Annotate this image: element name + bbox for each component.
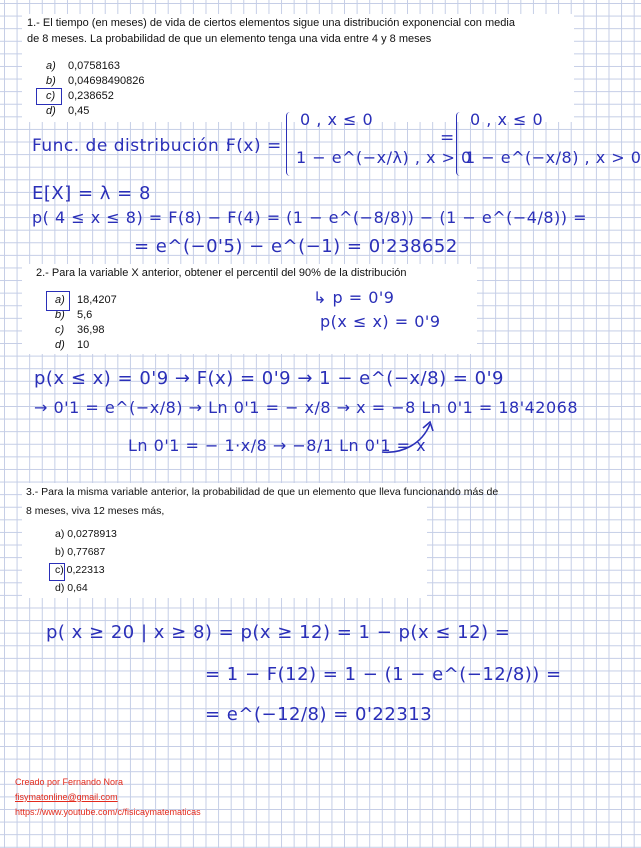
- probability-line-1: p( 4 ≤ x ≤ 8) = F(8) − F(4) = (1 − e^(−8/8)) − (1 − e^(−4/8)) =: [32, 208, 588, 227]
- option-letter: d): [46, 105, 56, 117]
- q3-option-a: [55, 527, 117, 542]
- question-1-line-1: 1.- El tiempo (en meses) de vida de ciertos elementos sigue una distribución exponencial con media: [27, 17, 515, 29]
- question-1-line-2: de 8 meses. La probabilidad de que un elemento tenga una vida entre 4 y 8 meses: [27, 33, 432, 45]
- question-2-line: 2.- Para la variable X anterior, obtener el percentil del 90% de la distribución: [36, 267, 407, 279]
- option-value: 0,238652: [68, 90, 114, 102]
- conditional-line-3: = e^(−12/8) = 0'22313: [205, 704, 433, 725]
- option-value: 0,64: [67, 582, 88, 594]
- option-value: 36,98: [77, 324, 105, 336]
- option-letter: c): [55, 564, 64, 576]
- credit-email[interactable]: fisymatonline@gmail.com: [15, 792, 118, 802]
- option-value: 0,45: [68, 105, 90, 117]
- option-letter: b): [55, 546, 65, 558]
- credit-url[interactable]: https://www.youtube.com/c/fisicaymatematicas: [15, 807, 201, 817]
- note-px: p(x ≤ x) = 0'9: [320, 312, 441, 331]
- conditional-line-2: = 1 − F(12) = 1 − (1 − e^(−12/8)) =: [205, 664, 562, 685]
- percentile-line-2: → 0'1 = e^(−x/8) → Ln 0'1 = − x/8 → x = −8 Ln 0'1 = 18'42068: [34, 398, 579, 417]
- option-value: 0,77687: [67, 546, 106, 558]
- option-letter: d): [55, 339, 65, 351]
- arrow-icon: [380, 418, 440, 458]
- option-letter: b): [55, 309, 65, 321]
- q3-option-d: [55, 581, 88, 596]
- q1-option-a: [46, 59, 120, 74]
- q2-option-c: [55, 323, 105, 338]
- F-x-label: F(x) =: [226, 136, 282, 156]
- percentile-line-1: p(x ≤ x) = 0'9 → F(x) = 0'9 → 1 − e^(−x/8) = 0'9: [34, 368, 504, 389]
- case-2-left: 1 − e^(−x/λ) , x > 0: [296, 148, 472, 167]
- q2-option-d: [55, 338, 89, 353]
- note-p: ↳ p = 0'9: [313, 288, 395, 307]
- q3-selected-mark: [49, 563, 65, 581]
- distribution-label: Func. de distribución :: [32, 136, 232, 156]
- option-letter: a): [55, 294, 65, 306]
- q1-option-b: [46, 74, 144, 89]
- option-value: 18,4207: [77, 294, 117, 306]
- q2-selected-mark: [46, 291, 70, 311]
- q1-option-d: [46, 104, 89, 119]
- conditional-line-1: p( x ≥ 20 | x ≥ 8) = p(x ≥ 12) = 1 − p(x ≤ 12) =: [46, 622, 511, 643]
- option-letter: b): [46, 75, 56, 87]
- option-value: 5,6: [77, 309, 93, 321]
- right-brace: [456, 112, 465, 176]
- equals-sign: =: [440, 128, 455, 148]
- mean-equation: E[X] = λ = 8: [32, 183, 151, 204]
- q3-option-b: [55, 545, 105, 560]
- option-value: 0,0758163: [68, 60, 120, 72]
- percentile-line-3: Ln 0'1 = − 1·x/8 → −8/1 Ln 0'1 = x: [128, 436, 427, 455]
- option-letter: c): [46, 90, 56, 102]
- option-letter: a): [46, 60, 56, 72]
- option-value: 0,22313: [66, 564, 105, 576]
- option-value: 0,04698490826: [68, 75, 145, 87]
- option-letter: a): [55, 528, 65, 540]
- credit-author: Creado por Fernando Nora: [15, 777, 124, 787]
- question-3-line-1: 3.- Para la misma variable anterior, la probabilidad de que un elemento que lleva funcionando más de: [26, 486, 499, 498]
- option-value: 10: [77, 339, 90, 351]
- case-1-right: 0 , x ≤ 0: [470, 110, 544, 129]
- left-brace: [286, 112, 295, 176]
- option-letter: c): [55, 324, 65, 336]
- option-letter: d): [55, 582, 65, 594]
- case-1-left: 0 , x ≤ 0: [300, 110, 374, 129]
- question-3-line-2: 8 meses, viva 12 meses más,: [26, 505, 165, 517]
- probability-line-2: = e^(−0'5) − e^(−1) = 0'238652: [134, 236, 458, 257]
- q1-selected-mark: [36, 88, 62, 105]
- case-2-right: 1 − e^(−x/8) , x > 0: [465, 148, 641, 167]
- option-value: 0,0278913: [67, 528, 117, 540]
